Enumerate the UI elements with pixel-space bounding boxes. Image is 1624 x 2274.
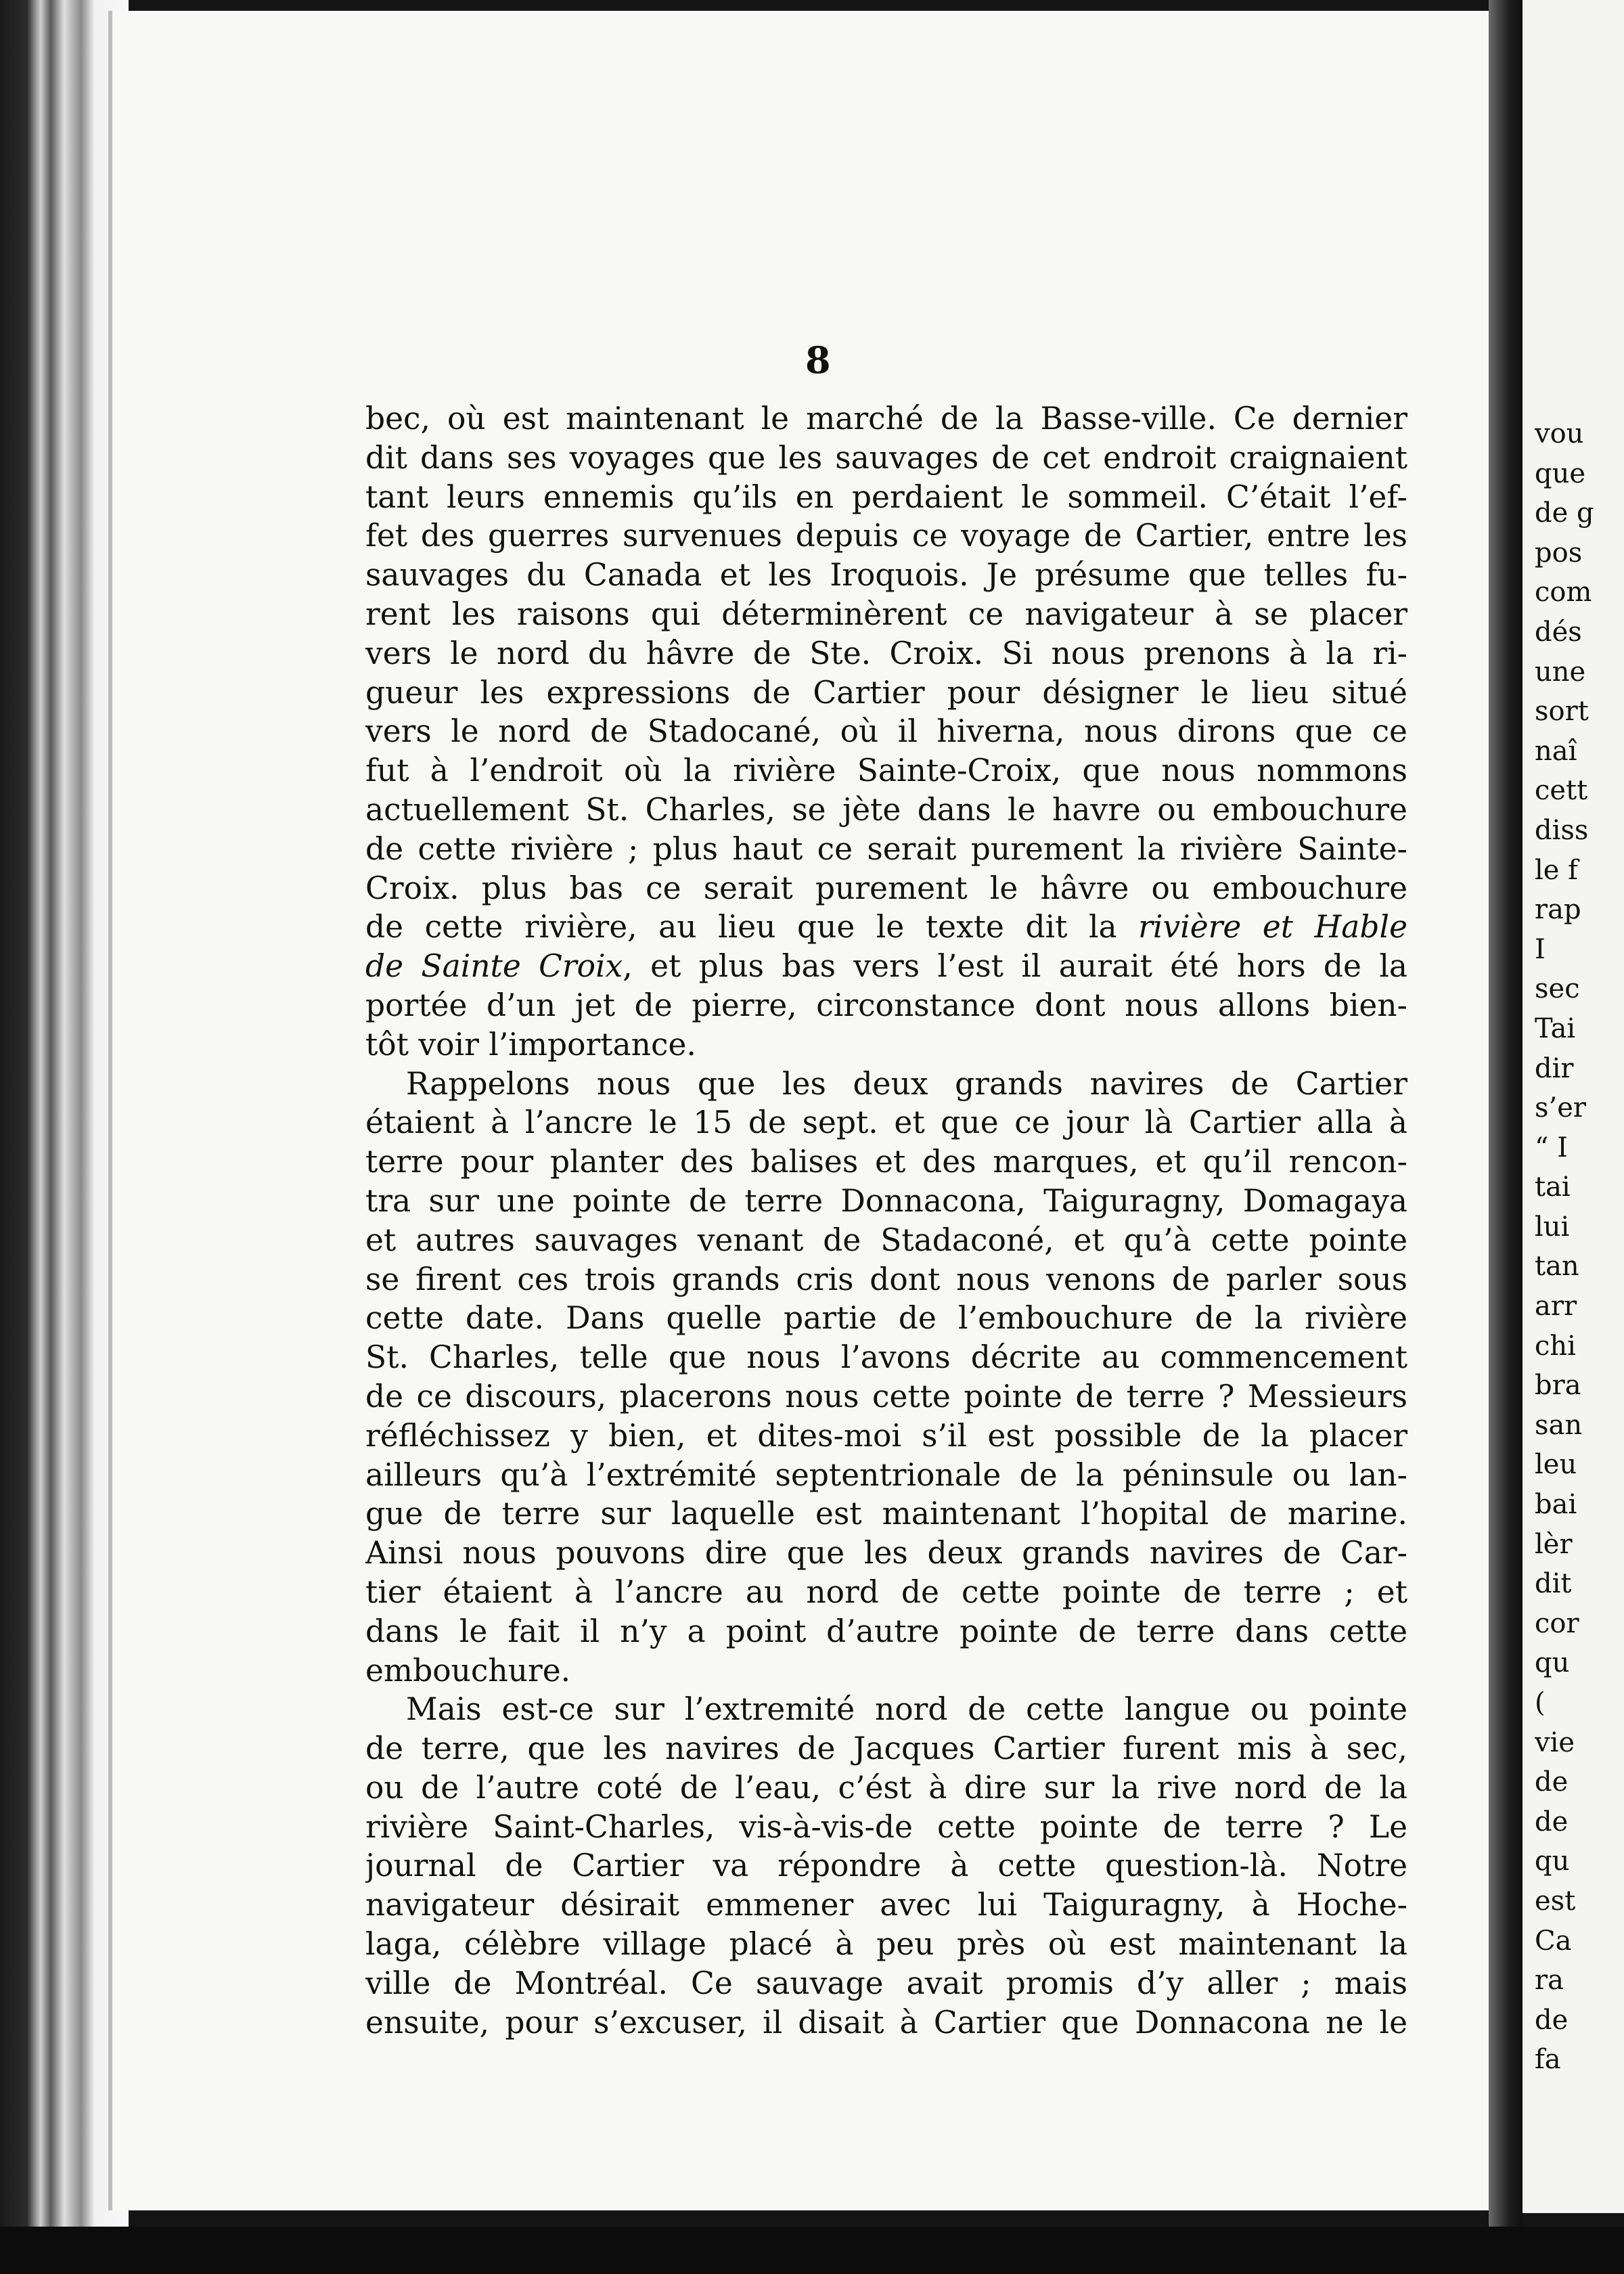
- adjacent-text-fragment: de: [1535, 2004, 1569, 2036]
- adjacent-text-fragment: pos: [1535, 537, 1583, 568]
- adjacent-page-text-fragments: [1535, 414, 1624, 2080]
- adjacent-text-fragment: fa: [1535, 2044, 1561, 2076]
- text-run: navigateur désirait emmener avec lui Taiguragny, à Hoche-: [365, 1887, 1407, 1923]
- text-run: de cette rivière ; plus haut ce serait purement la rivière Sainte-: [365, 830, 1407, 867]
- text-run: cette date. Dans quelle partie de l’embouchure de la rivière: [365, 1300, 1407, 1337]
- text-run: dit dans ses voyages que les sauvages de cet endroit craignaient: [365, 439, 1407, 476]
- adjacent-text-fragment: leu: [1535, 1449, 1577, 1481]
- text-run: tier étaient à l’ancre au nord de cette pointe de terre ; et: [365, 1574, 1407, 1610]
- adjacent-text-fragment: Tai: [1535, 1012, 1576, 1044]
- text-run: sauvages du Canada et les Iroquois. Je présume que telles fu-: [365, 557, 1407, 594]
- scan-bottom-border: [0, 2227, 1624, 2274]
- adjacent-text-fragment: bra: [1535, 1370, 1581, 1402]
- text-line: [365, 1377, 1407, 1417]
- adjacent-text-fragment: sort: [1535, 696, 1589, 728]
- text-run: gueur les expressions de Cartier pour désigner le lieu situé: [365, 674, 1407, 711]
- text-run: embouchure.: [365, 1652, 571, 1689]
- text-line: [365, 1338, 1407, 1377]
- adjacent-text-fragment: chi: [1535, 1330, 1576, 1362]
- text-run: journal de Cartier va répondre à cette question-là. Notre: [365, 1848, 1407, 1884]
- text-run: de cette rivière, au lieu que le texte dit la: [365, 909, 1117, 945]
- text-line: [365, 478, 1407, 517]
- text-line: [365, 1651, 1407, 1691]
- adjacent-text-fragment: ra: [1535, 1965, 1564, 1997]
- text-run: Ainsi nous pouvons dire que les deux grands navires de Car-: [365, 1535, 1407, 1571]
- text-run: terre pour planter des balises et des marques, et qu’il rencon-: [365, 1144, 1407, 1180]
- text-line: [365, 1417, 1407, 1456]
- text-run: Rappelons nous que les deux grands navires de Cartier: [406, 1065, 1407, 1102]
- text-run: Croix. plus bas ce serait purement le hâvre ou embouchure: [365, 870, 1407, 906]
- adjacent-text-fragment: s’er: [1535, 1092, 1587, 1124]
- adjacent-text-fragment: de g: [1535, 497, 1594, 529]
- text-line: [365, 1846, 1407, 1886]
- text-run: portée d’un jet de pierre, circonstance dont nous allons bien-: [365, 987, 1407, 1023]
- text-line: [365, 1065, 1407, 1104]
- adjacent-text-fragment: “ I: [1535, 1132, 1568, 1163]
- italic-phrase: rivière et Hable: [1138, 909, 1407, 945]
- text-line: [365, 712, 1407, 751]
- adjacent-text-fragment: lèr: [1535, 1528, 1573, 1560]
- text-line: [365, 908, 1407, 947]
- page-body-text: [365, 399, 1407, 2042]
- text-line: [365, 439, 1407, 478]
- page-number: 8: [805, 338, 831, 382]
- text-run: étaient à l’ancre le 15 de sept. et que ce jour là Cartier alla à: [365, 1105, 1407, 1141]
- text-line: [365, 1182, 1407, 1221]
- text-run: vers le nord de Stadocané, où il hiverna, nous dirons que ce: [365, 713, 1407, 750]
- adjacent-text-fragment: de: [1535, 1766, 1569, 1798]
- text-run: tôt voir l’importance.: [365, 1026, 696, 1063]
- text-run: rent les raisons qui déterminèrent ce navigateur à se placer: [365, 596, 1407, 632]
- adjacent-text-fragment: lui: [1535, 1211, 1570, 1243]
- text-line: [365, 1221, 1407, 1260]
- text-run: vers le nord du hâvre de Ste. Croix. Si nous prenons à la ri-: [365, 635, 1407, 671]
- text-line: [365, 869, 1407, 908]
- adjacent-text-fragment: san: [1535, 1409, 1583, 1441]
- text-line: [365, 634, 1407, 673]
- text-line: [365, 830, 1407, 869]
- text-line: [365, 790, 1407, 830]
- adjacent-text-fragment: (: [1535, 1687, 1546, 1718]
- text-run: dans le fait il n’y a point d’autre pointe de terre dans cette: [365, 1613, 1407, 1649]
- text-run: se firent ces trois grands cris dont nous venons de parler sous: [365, 1261, 1407, 1297]
- text-line: [365, 1299, 1407, 1338]
- text-line: [365, 1103, 1407, 1142]
- text-run: ou de l’autre coté de l’eau, c’ést à dire sur la rive nord de la: [365, 1769, 1407, 1806]
- adjacent-text-fragment: diss: [1535, 814, 1589, 846]
- text-line: [365, 986, 1407, 1025]
- adjacent-text-fragment: tai: [1535, 1172, 1571, 1203]
- adjacent-text-fragment: vie: [1535, 1726, 1575, 1758]
- text-run: actuellement St. Charles, se jète dans le havre ou embouchure: [365, 791, 1407, 828]
- adjacent-text-fragment: de: [1535, 1806, 1569, 1837]
- text-line: [365, 1142, 1407, 1182]
- text-line: [365, 399, 1407, 439]
- adjacent-text-fragment: qu: [1535, 1647, 1570, 1679]
- margin-mark: (: [5, 1709, 18, 1747]
- adjacent-text-fragment: arr: [1535, 1291, 1577, 1322]
- adjacent-text-fragment: une: [1535, 656, 1586, 688]
- text-run: et autres sauvages venant de Stadaconé, et qu’à cette pointe: [365, 1222, 1407, 1258]
- text-line: [365, 1729, 1407, 1768]
- text-line: [365, 1886, 1407, 1925]
- adjacent-text-fragment: que: [1535, 458, 1586, 489]
- text-line: [365, 1260, 1407, 1299]
- text-run: Mais est-ce sur l’extremité nord de cette langue ou pointe: [406, 1691, 1407, 1728]
- adjacent-text-fragment: le f: [1535, 854, 1578, 886]
- text-line: [365, 595, 1407, 634]
- text-line: [365, 1612, 1407, 1651]
- italic-phrase: de Sainte Croix: [365, 948, 623, 985]
- text-line: [365, 1964, 1407, 2003]
- adjacent-text-fragment: sec: [1535, 973, 1580, 1005]
- text-line: [365, 556, 1407, 595]
- text-run: de ce discours, placerons nous cette pointe de terre ? Messieurs: [365, 1378, 1407, 1414]
- page-gutter-shadow: [1489, 0, 1522, 2233]
- text-line: [365, 1925, 1407, 1964]
- text-run: tant leurs ennemis qu’ils en perdaient le sommeil. C’était l’ef-: [365, 478, 1407, 515]
- adjacent-text-fragment: dés: [1535, 616, 1582, 648]
- text-line: [365, 1534, 1407, 1573]
- text-line: [365, 1025, 1407, 1065]
- text-run: fut à l’endroit où la rivière Sainte-Croix, que nous nommons: [365, 753, 1407, 789]
- text-run: bec, où est maintenant le marché de la Basse-ville. Ce dernier: [365, 401, 1407, 437]
- text-run: ailleurs qu’à l’extrémité septentrionale de la péninsule ou lan-: [365, 1456, 1407, 1493]
- text-run: de terre, que les navires de Jacques Cartier furent mis à sec,: [365, 1731, 1407, 1767]
- text-line: [365, 516, 1407, 556]
- text-run: rivière Saint-Charles, vis-à-vis-de cette pointe de terre ? Le: [365, 1808, 1407, 1845]
- text-line: [365, 1690, 1407, 1729]
- text-line: [365, 1808, 1407, 1847]
- adjacent-text-fragment: rap: [1535, 894, 1581, 926]
- adjacent-text-fragment: bai: [1535, 1489, 1577, 1521]
- text-run: , et plus bas vers l’est il aurait été hors de la: [623, 948, 1407, 985]
- text-run: gue de terre sur laquelle est maintenant l’hopital de marine.: [365, 1496, 1407, 1532]
- text-run: St. Charles, telle que nous l’avons décrite au commencement: [365, 1339, 1407, 1376]
- adjacent-text-fragment: cett: [1535, 775, 1588, 807]
- text-line: [365, 1494, 1407, 1534]
- adjacent-text-fragment: com: [1535, 577, 1592, 608]
- adjacent-text-fragment: vou: [1535, 418, 1584, 449]
- text-run: ville de Montréal. Ce sauvage avait promis d’y aller ; mais: [365, 1965, 1407, 2001]
- text-run: tra sur une pointe de terre Donnacona, Taiguragny, Domagaya: [365, 1182, 1407, 1219]
- text-line: [365, 1456, 1407, 1495]
- text-line: [365, 751, 1407, 790]
- adjacent-text-fragment: tan: [1535, 1251, 1579, 1283]
- text-run: réfléchissez y bien, et dites-moi s’il est possible de la placer: [365, 1417, 1407, 1454]
- adjacent-text-fragment: cor: [1535, 1607, 1579, 1639]
- adjacent-text-fragment: I: [1535, 933, 1546, 965]
- text-line: [365, 947, 1407, 986]
- adjacent-text-fragment: est: [1535, 1885, 1576, 1917]
- text-line: [365, 2003, 1407, 2043]
- text-line: [365, 1573, 1407, 1612]
- adjacent-text-fragment: Ca: [1535, 1925, 1572, 1957]
- adjacent-text-fragment: qu: [1535, 1846, 1570, 1877]
- adjacent-text-fragment: dir: [1535, 1052, 1574, 1084]
- adjacent-text-fragment: dit: [1535, 1568, 1572, 1600]
- text-run: ensuite, pour s’excuser, il disait à Cartier que Donnacona ne le: [365, 2004, 1407, 2041]
- text-run: fet des guerres survenues depuis ce voyage de Cartier, entre les: [365, 518, 1407, 554]
- adjacent-text-fragment: naî: [1535, 735, 1577, 767]
- text-line: [365, 1768, 1407, 1808]
- text-run: laga, célèbre village placé à peu près où est maintenant la: [365, 1926, 1407, 1963]
- text-line: [365, 673, 1407, 713]
